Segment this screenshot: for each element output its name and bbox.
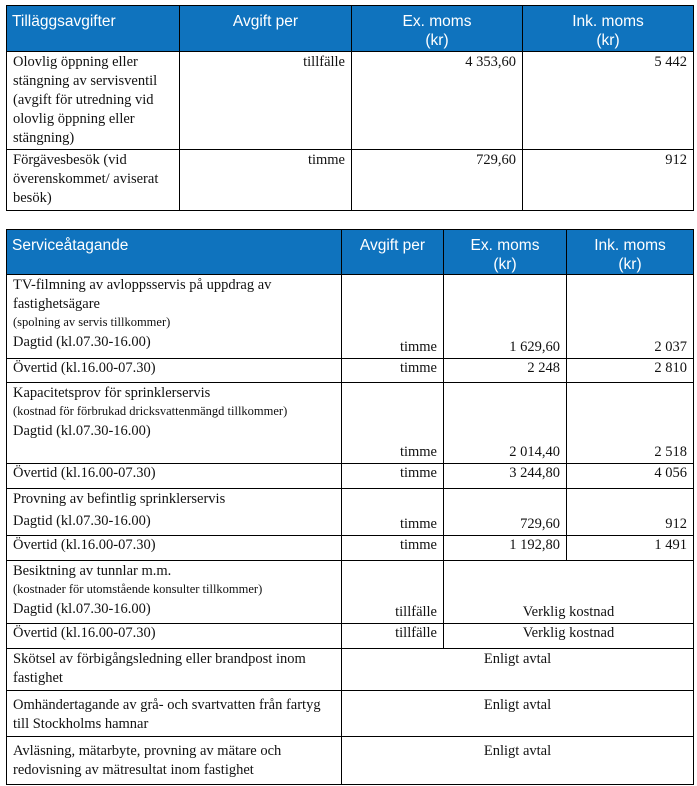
daytime-label: Dagtid (kl.07.30-16.00) bbox=[13, 423, 151, 439]
overtime-label: Övertid (kl.16.00-07.30) bbox=[7, 464, 342, 489]
service-title: TV-filmning av avloppsservis på uppdrag av fastighetsägare bbox=[13, 277, 272, 312]
table-row bbox=[7, 150, 694, 211]
service-note: (kostnad för förbrukad dricksvattenmängd tillkommer) bbox=[13, 404, 288, 418]
fee-inc-vat: 2 810 bbox=[567, 359, 694, 383]
service-description bbox=[7, 275, 342, 359]
table-row bbox=[7, 464, 694, 489]
fee-inc-vat: 912 bbox=[567, 489, 694, 536]
fee-ex-vat: 2 248 bbox=[444, 359, 567, 383]
fee-ex-vat: 2 014,40 bbox=[444, 383, 567, 464]
daytime-label: Dagtid (kl.07.30-16.00) bbox=[13, 334, 151, 350]
table-row bbox=[7, 275, 694, 359]
table-row bbox=[7, 691, 694, 737]
fee-inc-vat: 2 037 bbox=[567, 275, 694, 359]
service-description: Avläsning, mätarbyte, provning av mätare och redovisning av mätresultat inom fastighet bbox=[7, 737, 342, 785]
column-header-ex-vat: Ex. moms (kr) bbox=[444, 230, 567, 275]
table-row bbox=[7, 489, 694, 536]
fee-unit: tillfälle bbox=[342, 561, 444, 624]
column-header-service: Serviceåtagande bbox=[7, 230, 342, 275]
fee-ex-vat: 729,60 bbox=[352, 150, 523, 211]
fee-inc-vat: 912 bbox=[523, 150, 694, 211]
fee-ex-vat: 1 192,80 bbox=[444, 536, 567, 561]
overtime-label: Övertid (kl.16.00-07.30) bbox=[7, 359, 342, 383]
service-title: Besiktning av tunnlar m.m. bbox=[13, 563, 172, 579]
service-title: Kapacitetsprov för sprinklerservis bbox=[13, 385, 211, 401]
column-header-inc-vat: Ink. moms (kr) bbox=[523, 6, 694, 52]
column-header-fee-type: Tilläggsavgifter bbox=[7, 6, 180, 52]
column-header-fee-per: Avgift per bbox=[180, 6, 352, 52]
service-note: (spolning av servis tillkommer) bbox=[13, 315, 171, 329]
agreement-value: Enligt avtal bbox=[342, 649, 694, 691]
table-header-row bbox=[7, 230, 694, 275]
fee-inc-vat: 1 491 bbox=[567, 536, 694, 561]
fee-ex-vat: 1 629,60 bbox=[444, 275, 567, 359]
fee-description: Olovlig öppning eller stängning av servisventil (avgift för utredning vid olovlig öppning eller stängning) bbox=[7, 52, 180, 150]
service-note: (kostnader för utomstående konsulter tillkommer) bbox=[13, 582, 263, 596]
agreement-value: Enligt avtal bbox=[342, 691, 694, 737]
actual-cost: Verklig kostnad bbox=[444, 624, 694, 649]
fee-unit: timme bbox=[342, 489, 444, 536]
fee-ex-vat: 4 353,60 bbox=[352, 52, 523, 150]
table-row bbox=[7, 624, 694, 649]
service-description bbox=[7, 489, 342, 536]
fee-inc-vat: 4 056 bbox=[567, 464, 694, 489]
fee-unit: tillfälle bbox=[342, 624, 444, 649]
fee-unit: timme bbox=[342, 464, 444, 489]
fee-description: Förgävesbesök (vid överenskommet/ aviserat besök) bbox=[7, 150, 180, 211]
service-description bbox=[7, 383, 342, 464]
fee-unit: tillfälle bbox=[180, 52, 352, 150]
fee-inc-vat: 5 442 bbox=[523, 52, 694, 150]
table-row bbox=[7, 536, 694, 561]
fee-unit: timme bbox=[342, 359, 444, 383]
table-row bbox=[7, 649, 694, 691]
service-description bbox=[7, 561, 342, 624]
table-row bbox=[7, 383, 694, 464]
service-description: Omhändertagande av grå- och svartvatten från fartyg till Stockholms hamnar bbox=[7, 691, 342, 737]
column-header-ex-vat: Ex. moms (kr) bbox=[352, 6, 523, 52]
service-commitments-table bbox=[6, 229, 694, 785]
overtime-label: Övertid (kl.16.00-07.30) bbox=[7, 536, 342, 561]
fee-unit: timme bbox=[342, 383, 444, 464]
table-row bbox=[7, 359, 694, 383]
table-row bbox=[7, 737, 694, 785]
fee-unit: timme bbox=[342, 275, 444, 359]
column-header-inc-vat: Ink. moms (kr) bbox=[567, 230, 694, 275]
overtime-label: Övertid (kl.16.00-07.30) bbox=[7, 624, 342, 649]
service-description: Skötsel av förbigångsledning eller brandpost inom fastighet bbox=[7, 649, 342, 691]
actual-cost: Verklig kostnad bbox=[444, 561, 694, 624]
table-header-row bbox=[7, 6, 694, 52]
table-row bbox=[7, 52, 694, 150]
agreement-value: Enligt avtal bbox=[342, 737, 694, 785]
fee-inc-vat: 2 518 bbox=[567, 383, 694, 464]
fee-ex-vat: 729,60 bbox=[444, 489, 567, 536]
column-header-fee-per: Avgift per bbox=[342, 230, 444, 275]
daytime-label: Dagtid (kl.07.30-16.00) bbox=[13, 513, 151, 529]
service-title: Provning av befintlig sprinklerservis bbox=[13, 491, 226, 507]
fee-unit: timme bbox=[342, 536, 444, 561]
fee-unit: timme bbox=[180, 150, 352, 211]
fee-ex-vat: 3 244,80 bbox=[444, 464, 567, 489]
additional-fees-table bbox=[6, 5, 694, 211]
daytime-label: Dagtid (kl.07.30-16.00) bbox=[13, 601, 151, 617]
table-row bbox=[7, 561, 694, 624]
